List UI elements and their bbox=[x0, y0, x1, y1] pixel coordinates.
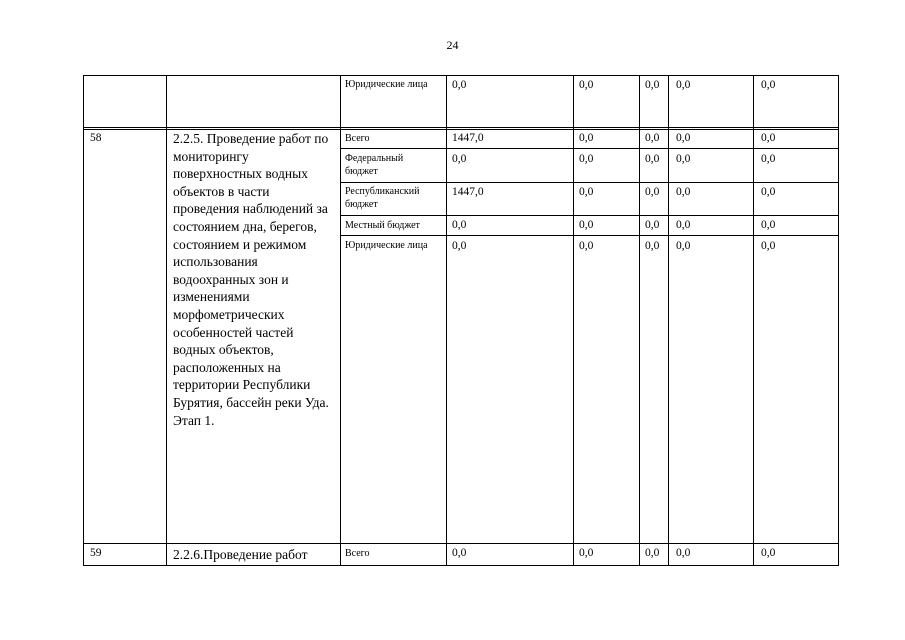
table-border-bottom bbox=[83, 565, 839, 566]
value-cell: 0,0 bbox=[761, 132, 776, 144]
table-border-top bbox=[83, 75, 839, 76]
value-cell: 0,0 bbox=[579, 240, 594, 252]
row-divider bbox=[83, 543, 839, 544]
value-cell: 0,0 bbox=[452, 79, 467, 91]
row-divider bbox=[340, 182, 839, 183]
value-cell: 0,0 bbox=[676, 79, 691, 91]
source-cell: Всего bbox=[345, 548, 370, 559]
row-number: 58 bbox=[90, 132, 102, 144]
value-cell: 0,0 bbox=[645, 547, 660, 559]
value-cell: 0,0 bbox=[761, 547, 776, 559]
column-divider bbox=[166, 75, 167, 566]
value-cell: 0,0 bbox=[761, 219, 776, 231]
row-divider bbox=[340, 215, 839, 216]
value-cell: 0,0 bbox=[452, 219, 467, 231]
row-divider bbox=[340, 235, 839, 236]
row-divider bbox=[83, 127, 839, 128]
table-border-left bbox=[83, 75, 84, 566]
source-cell: Юридические лица bbox=[345, 79, 428, 90]
value-cell: 0,0 bbox=[579, 132, 594, 144]
value-cell: 0,0 bbox=[452, 547, 467, 559]
value-cell: 0,0 bbox=[676, 186, 691, 198]
value-cell: 0,0 bbox=[761, 153, 776, 165]
row-divider bbox=[340, 148, 839, 149]
value-cell: 1447,0 bbox=[452, 132, 484, 144]
value-cell: 1447,0 bbox=[452, 186, 484, 198]
value-cell: 0,0 bbox=[645, 132, 660, 144]
source-cell: Юридические лица bbox=[345, 240, 428, 251]
measure-description: 2.2.5. Проведение работ по мониторингу поверхностных водных объектов в части проведения наблюдений за состоянием дна, берегов, состоянием и режимом использования водоохранных зон и изменениями морфометрических особенностей частей водных объектов, расположенных на территории Республики Бурятия, бассейн реки Уда. Этап 1. bbox=[173, 131, 329, 428]
source-cell: Республиканский бюджет bbox=[345, 186, 420, 210]
value-cell: 0,0 bbox=[579, 547, 594, 559]
value-cell: 0,0 bbox=[761, 79, 776, 91]
value-cell: 0,0 bbox=[676, 547, 691, 559]
value-cell: 0,0 bbox=[452, 153, 467, 165]
value-cell: 0,0 bbox=[761, 186, 776, 198]
page-number: 24 bbox=[446, 38, 459, 52]
value-cell: 0,0 bbox=[579, 219, 594, 231]
source-cell: Федеральный бюджет bbox=[345, 153, 404, 177]
value-cell: 0,0 bbox=[676, 219, 691, 231]
measure-description: 2.2.6.Проведение работ bbox=[173, 547, 308, 562]
value-cell: 0,0 bbox=[645, 153, 660, 165]
value-cell: 0,0 bbox=[761, 240, 776, 252]
source-cell: Местный бюджет bbox=[345, 220, 420, 231]
value-cell: 0,0 bbox=[579, 186, 594, 198]
source-cell: Всего bbox=[345, 133, 370, 144]
value-cell: 0,0 bbox=[676, 153, 691, 165]
value-cell: 0,0 bbox=[452, 240, 467, 252]
value-cell: 0,0 bbox=[676, 132, 691, 144]
value-cell: 0,0 bbox=[645, 240, 660, 252]
value-cell: 0,0 bbox=[645, 79, 660, 91]
value-cell: 0,0 bbox=[645, 186, 660, 198]
row-number: 59 bbox=[90, 547, 102, 559]
value-cell: 0,0 bbox=[676, 240, 691, 252]
value-cell: 0,0 bbox=[579, 153, 594, 165]
value-cell: 0,0 bbox=[579, 79, 594, 91]
value-cell: 0,0 bbox=[645, 219, 660, 231]
